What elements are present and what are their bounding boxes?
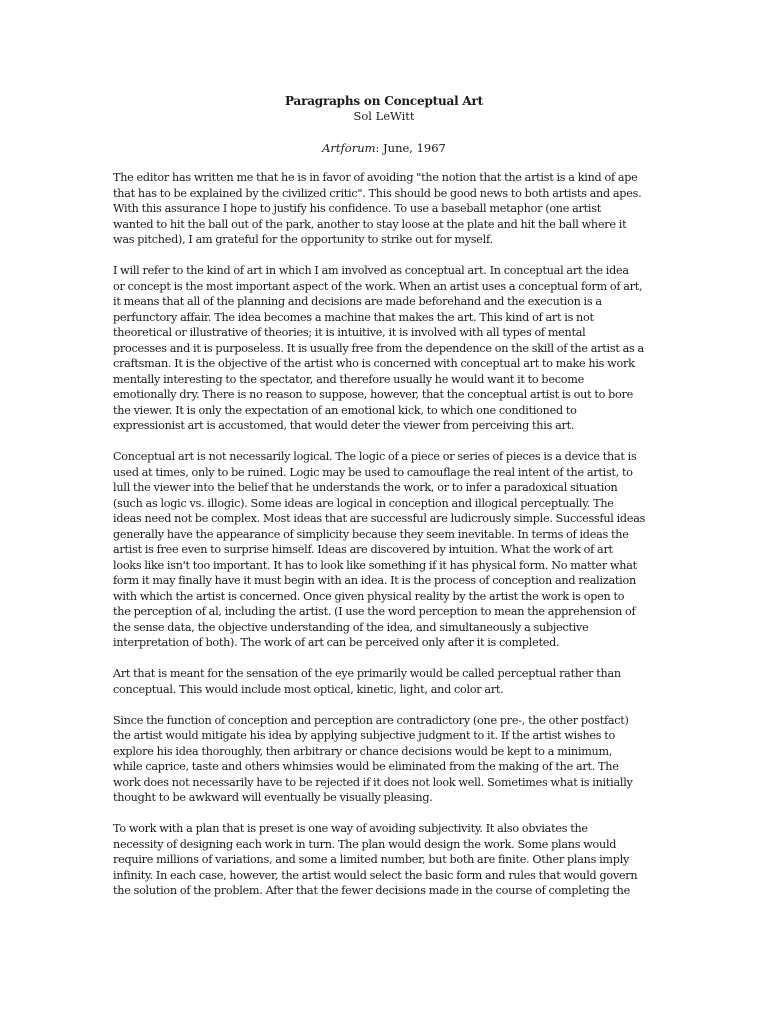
document-title: Paragraphs on Conceptual Art: [285, 94, 483, 108]
paragraph-line: the perception of al, including the artist. (I use the word perception to mean the apprehension of: [113, 605, 636, 618]
paragraph-line: the sense data, the objective understanding of the idea, and simultaneously a subjective: [113, 620, 589, 634]
paragraph-line: (such as logic vs. illogic). Some ideas are logical in conception and illogical perceptually. The: [113, 496, 614, 510]
paragraph-line: was pitched), I am grateful for the opportunity to strike out for myself.: [113, 233, 493, 246]
paragraph-line: require millions of variations, and some a limited number, but both are finite. Other plans imply: [113, 853, 630, 866]
body-paragraph: [113, 170, 673, 248]
paragraph-line: thought to be awkward will eventually be visually pleasing.: [113, 791, 433, 804]
source-date: : June, 1967: [375, 141, 446, 155]
paragraph-line: perfunctory affair. The idea becomes a machine that makes the art. This kind of art is not: [113, 310, 594, 324]
paragraph-line: lull the viewer into the belief that he understands the work, or to infer a paradoxical situation: [113, 481, 618, 494]
paragraph-line: generally have the appearance of simplicity because they seem inevitable. In terms of ideas the: [113, 527, 629, 541]
paragraph-line: that has to be explained by the civilized critic". This should be good news to both artists and apes.: [113, 186, 642, 200]
paragraph-line: interpretation of both). The work of art can be perceived only after it is completed.: [113, 636, 560, 649]
paragraph-line: the viewer. It is only the expectation of an emotional kick, to which one conditioned to: [113, 403, 577, 417]
paragraph-line: emotionally dry. There is no reason to suppose, however, that the conceptual artist is out to bore: [113, 388, 633, 401]
paragraph-line: To work with a plan that is preset is one way of avoiding subjectivity. It also obviates the: [113, 822, 588, 835]
paragraph-line: or concept is the most important aspect of the work. When an artist uses a conceptual form of art,: [113, 279, 643, 293]
paragraph-line: the solution of the problem. After that the fewer decisions made in the course of completing the: [113, 884, 630, 897]
paragraph-line: infinity. In each case, however, the artist would select the basic form and rules that would govern: [113, 868, 638, 882]
paragraph-line: wanted to hit the ball out of the park, another to stay loose at the plate and hit the ball where it: [113, 217, 627, 231]
body-paragraph: [113, 713, 673, 806]
document-author: Sol LeWitt: [353, 109, 415, 123]
paragraph-line: the artist would mitigate his idea by applying subjective judgment to it. If the artist wishes to: [113, 729, 616, 742]
paragraph-line: used at times, only to be ruined. Logic may be used to camouflage the real intent of the artist, to: [113, 465, 633, 479]
paragraph-line: With this assurance I hope to justify his confidence. To use a baseball metaphor (one artist: [113, 202, 601, 215]
paragraph-line: Conceptual art is not necessarily logical. The logic of a piece or series of pieces is a device that is: [113, 450, 637, 463]
paragraph-line: Art that is meant for the sensation of the eye primarily would be called perceptual rather than: [113, 667, 621, 680]
source-journal: Artforum: [322, 141, 376, 155]
paragraph-line: craftsman. It is the objective of the artist who is concerned with conceptual art to make his work: [113, 357, 635, 370]
paragraph-line: Since the function of conception and perception are contradictory (one pre-, the other postfact): [113, 713, 629, 727]
paragraph-line: ideas need not be complex. Most ideas that are successful are ludicrously simple. Successful ideas: [113, 512, 646, 525]
paragraph-line: work does not necessarily have to be rejected if it does not look well. Sometimes what is initially: [113, 775, 633, 789]
document-body: [113, 170, 673, 914]
paragraph-line: with which the artist is concerned. Once given physical reality by the artist the work is open to: [113, 589, 625, 603]
body-paragraph: [113, 821, 673, 899]
paragraph-line: it means that all of the planning and decisions are made beforehand and the execution is a: [113, 295, 602, 308]
document-source: [0, 141, 768, 155]
paragraph-line: expressionist art is accustomed, that would deter the viewer from perceiving this art.: [113, 419, 575, 432]
paragraph-line: necessity of designing each work in turn. The plan would design the work. Some plans would: [113, 837, 617, 851]
paragraph-line: looks like isn't too important. It has to look like something if it has physical form. No matter what: [113, 558, 637, 572]
paragraph-line: mentally interesting to the spectator, and therefore usually he would want it to become: [113, 372, 584, 386]
paragraph-line: I will refer to the kind of art in which I am involved as conceptual art. In conceptual art the idea: [113, 264, 629, 277]
paragraph-line: explore his idea thoroughly, then arbitrary or chance decisions would be kept to a minimum,: [113, 744, 613, 758]
paragraph-line: theoretical or illustrative of theories; it is intuitive, it is involved with all types of mental: [113, 326, 586, 339]
paragraph-line: processes and it is purposeless. It is usually free from the dependence on the skill of the artist as a: [113, 341, 644, 355]
paragraph-line: artist is free even to surprise himself. Ideas are discovered by intuition. What the work of art: [113, 543, 613, 556]
body-paragraph: [113, 666, 673, 697]
paragraph-line: while caprice, taste and others whimsies would be eliminated from the making of the art. The: [113, 760, 619, 773]
body-paragraph: [113, 449, 673, 651]
paragraph-line: form it may finally have it must begin with an idea. It is the process of conception and realization: [113, 574, 636, 587]
paragraph-line: conceptual. This would include most optical, kinetic, light, and color art.: [113, 682, 504, 696]
body-paragraph: [113, 263, 673, 434]
paragraph-line: The editor has written me that he is in favor of avoiding "the notion that the artist is a kind of ape: [113, 171, 638, 184]
